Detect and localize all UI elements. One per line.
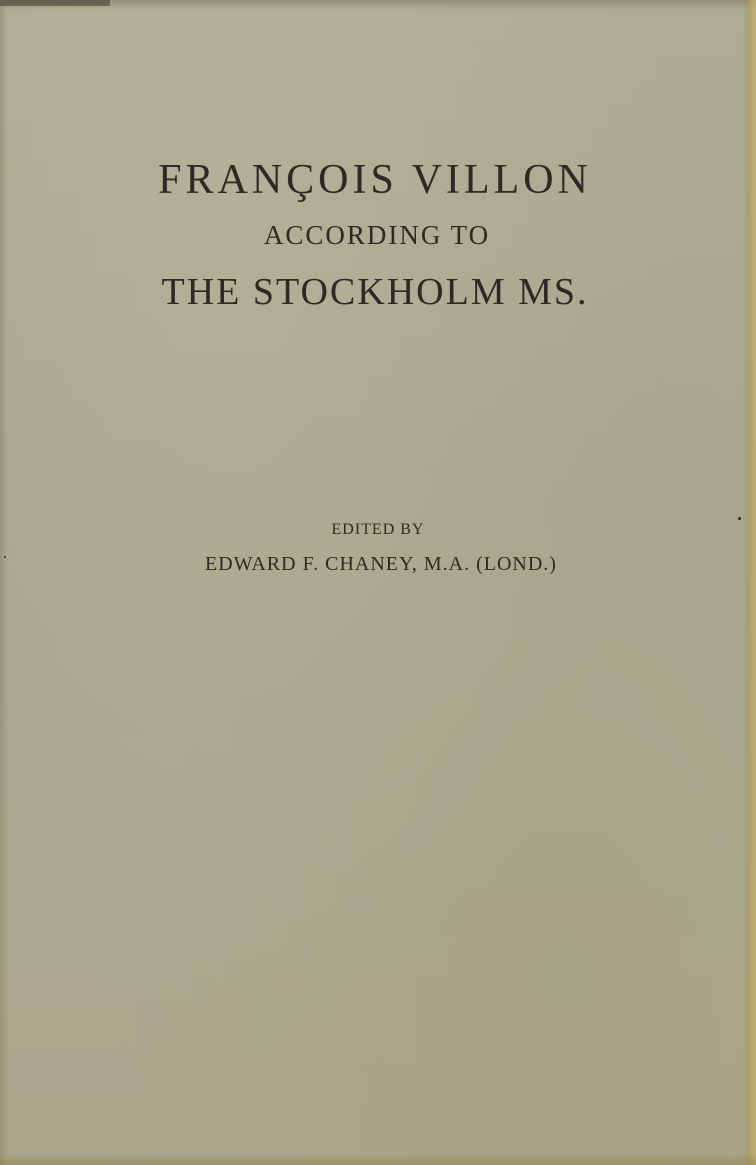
title-block [0,150,756,324]
title-author: FRANÇOIS VILLON [158,157,592,203]
title-connector: ACCORDING TO [263,220,491,250]
title-subject: THE STOCKHOLM MS. [161,271,589,313]
corner-shadow [0,0,110,6]
worn-top-edge [0,0,756,10]
editor-name: EDWARD F. CHANEY, M.A. (LOND.) [205,553,557,575]
edited-by-label: EDITED BY [331,521,425,538]
paper-speck [738,517,741,520]
editor-block [0,515,756,583]
worn-bottom-edge [0,1153,756,1165]
paper-speck [4,556,6,558]
